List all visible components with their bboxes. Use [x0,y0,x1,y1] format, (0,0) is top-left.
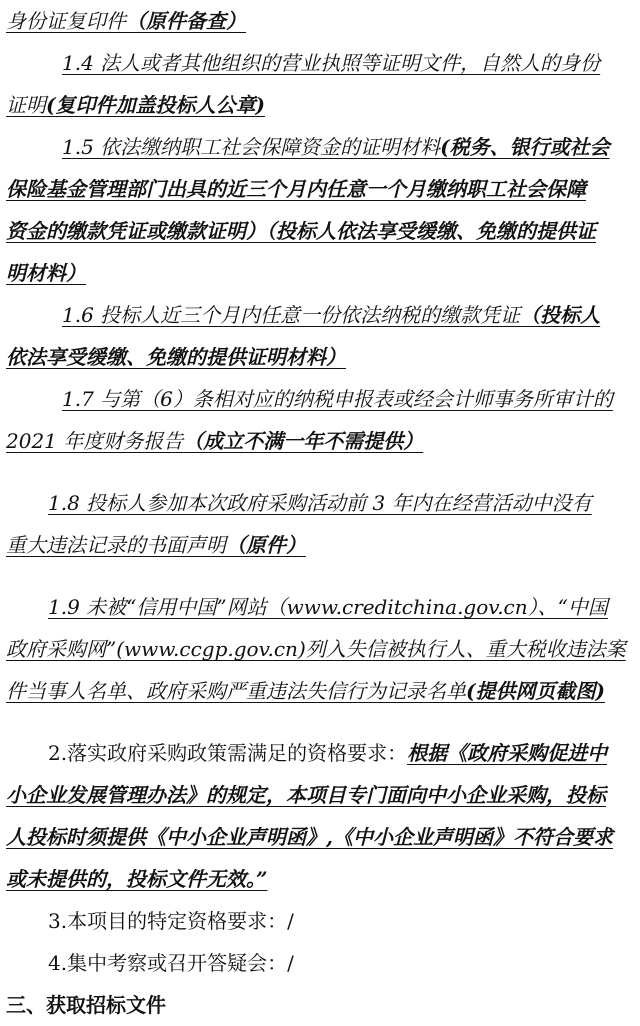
text-line [6,816,634,858]
text-span: 1.6 投标人近三个月内任意一份依法纳税的缴款凭证 [62,303,521,327]
text-span-bold: 保险基金管理部门出具的近三个月内任意一个月缴纳职工社会保障 [6,177,586,201]
text-span-bold: （原件备查） [126,9,246,33]
text-line [6,586,634,628]
text-line [6,168,634,210]
text-span-bold: (提供网页截图) [466,679,605,703]
text-span: 1.7 与第（6）条相对应的纳税申报表或经会计师事务所审计的 [62,387,613,411]
text-span: 2021 年度财务报告 [6,429,184,453]
text-line [6,84,634,126]
text-line [6,294,634,336]
text-span: 重大违法记录的书面声明 [6,533,226,557]
text-line [6,774,634,816]
text-line [6,252,634,294]
text-line [6,942,634,984]
text-line [6,670,634,712]
text-line [6,126,634,168]
text-span-bold: 依法享受缓缴、免缴的提供证明材料） [6,345,346,369]
paragraph-gap [6,566,634,586]
text-span-bold: （成立不满一年不需提供） [183,429,424,453]
text-line [6,420,634,462]
section-heading [6,984,634,1026]
text-span: 4.集中考察或召开答疑会：/ [48,951,294,975]
text-line [6,336,634,378]
section-heading-text: 三、获取招标文件 [6,993,166,1017]
text-span-bold: 资金的缴款凭证或缴款证明）（投标人依法享受缓缴、免缴的提供证 [6,219,596,243]
document-page [6,0,634,1026]
text-line [6,900,634,942]
text-span-bold: 或未提供的，投标文件无效。” [6,867,268,891]
text-span-bold: 人投标时须提供《中小企业声明函》,《中小企业声明函》不符合要求 [6,825,613,849]
text-line [6,0,634,42]
text-line [6,42,634,84]
text-span: 1.9 未被“信用中国”网站（www.creditchina.gov.cn）、“中国 [48,595,608,619]
text-line [6,858,634,900]
text-line [6,482,634,524]
text-span-bold: (税务、银行或社会 [440,135,610,159]
text-line [6,210,634,252]
text-line [6,378,634,420]
text-span: 件当事人名单、政府采购严重违法失信行为记录名单 [6,679,466,703]
text-span-bold: 根据《政府采购促进中 [407,741,608,765]
text-span: 1.5 依法缴纳职工社会保障资金的证明材料 [62,135,441,159]
text-span: 身份证复印件 [6,9,126,33]
paragraph-gap [6,712,634,732]
text-span-bold: 小企业发展管理办法》的规定，本项目专门面向中小企业采购，投标 [6,783,606,807]
text-span: 2.落实政府采购政策需满足的资格要求： [48,741,408,765]
text-span-bold: (复印件加盖投标人公章) [46,93,265,117]
text-span: 证明 [6,93,46,117]
text-line [6,732,634,774]
text-span-bold: （原件） [226,533,306,557]
text-span: 1.4 法人或者其他组织的营业执照等证明文件，自然人的身份 [62,51,601,75]
paragraph-gap [6,462,634,482]
text-span: 1.8 投标人参加本次政府采购活动前 3 年内在经营活动中没有 [48,491,592,515]
text-span-bold: 明材料） [6,261,86,285]
text-span: 政府采购网”(www.ccgp.gov.cn)列入失信被执行人、重大税收违法案 [6,637,626,661]
text-line [6,524,634,566]
text-span-bold: （投标人 [520,303,601,327]
text-span: 3.本项目的特定资格要求：/ [48,909,294,933]
text-line [6,628,634,670]
